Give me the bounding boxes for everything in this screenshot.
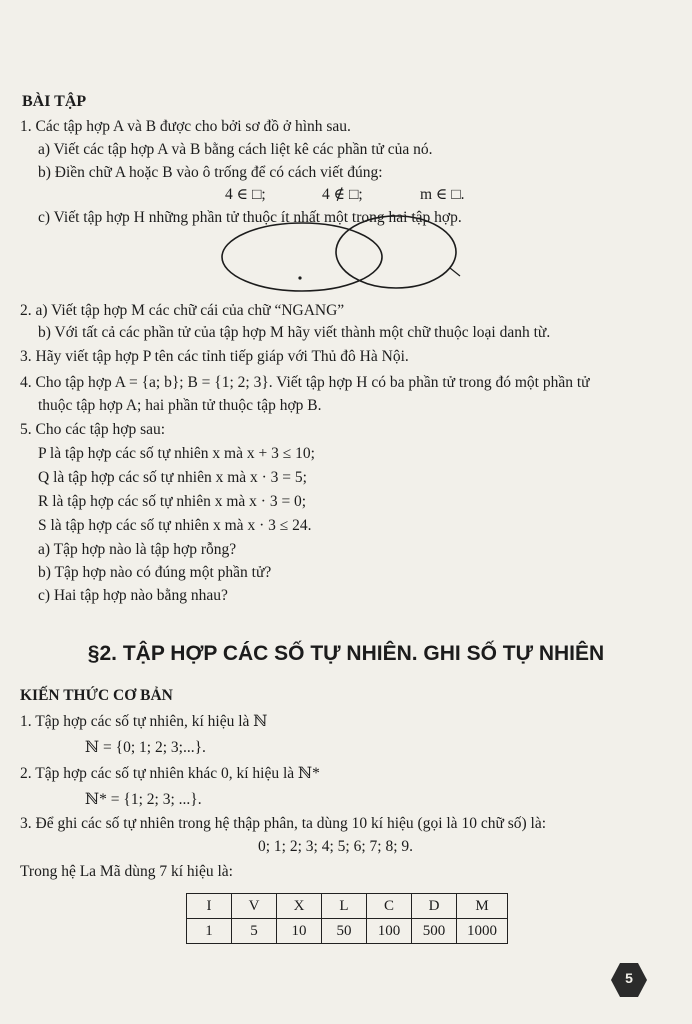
q5-a: a) Tập hợp nào là tập hợp rỗng? xyxy=(38,541,237,558)
q5-stem: 5. Cho các tập hợp sau: xyxy=(20,421,166,438)
q5-set-s: S là tập hợp các số tự nhiên x mà x · 3 ≤ 24. xyxy=(38,517,312,534)
q3: 3. Hãy viết tập hợp P tên các tỉnh tiếp giáp với Thủ đô Hà Nội. xyxy=(20,348,409,365)
q1-stem: 1. Các tập hợp A và B được cho bởi sơ đồ ở hình sau. xyxy=(20,118,351,135)
q5-set-q: Q là tập hợp các số tự nhiên x mà x · 3 = 5; xyxy=(38,469,307,486)
knowledge-2: 2. Tập hợp các số tự nhiên khác 0, kí hiệu là ℕ* xyxy=(20,765,320,782)
venn-set-b-ellipse xyxy=(336,216,456,288)
table-cell: V xyxy=(232,894,277,919)
table-cell: 500 xyxy=(412,919,457,944)
table-cell: D xyxy=(412,894,457,919)
table-cell: M xyxy=(457,894,508,919)
section-title: §2. TẬP HỢP CÁC SỐ TỰ NHIÊN. GHI SỐ TỰ NHIÊN xyxy=(87,642,605,665)
table-cell: I xyxy=(187,894,232,919)
knowledge-1: 1. Tập hợp các số tự nhiên, kí hiệu là ℕ xyxy=(20,713,268,730)
table-cell: 10 xyxy=(277,919,322,944)
venn-dot xyxy=(298,276,301,279)
knowledge-2-set: ℕ* = {1; 2; 3; ...}. xyxy=(85,791,202,808)
page-number: 5 xyxy=(625,970,633,986)
q5-b: b) Tập hợp nào có đúng một phần tử? xyxy=(38,564,272,581)
venn-b-pointer xyxy=(450,268,460,276)
section-subheading: KIẾN THỨC CƠ BẢN xyxy=(20,687,173,704)
knowledge-1-set: ℕ = {0; 1; 2; 3;...}. xyxy=(85,739,206,756)
exercise-heading: BÀI TẬP xyxy=(22,93,87,110)
roman-numeral-table xyxy=(186,893,508,944)
q5-set-p: P là tập hợp các số tự nhiên x mà x + 3 ≤ 10; xyxy=(38,445,315,462)
q1-fill-2: 4 ∉ □; xyxy=(322,186,363,203)
q4-line-2: thuộc tập hợp A; hai phần tử thuộc tập hợp B. xyxy=(38,397,322,414)
venn-set-a-ellipse xyxy=(222,223,382,291)
table-cell: C xyxy=(367,894,412,919)
table-cell: 1 xyxy=(187,919,232,944)
q2-b: b) Với tất cả các phần tử của tập hợp M hãy viết thành một chữ thuộc loại danh từ. xyxy=(38,324,551,341)
table-cell: 5 xyxy=(232,919,277,944)
q1-fill-1: 4 ∈ □; xyxy=(225,186,266,203)
table-cell: 50 xyxy=(322,919,367,944)
table-cell: X xyxy=(277,894,322,919)
knowledge-3: 3. Để ghi các số tự nhiên trong hệ thập phân, ta dùng 10 kí hiệu (gọi là 10 chữ số) là: xyxy=(20,815,547,832)
venn-diagram xyxy=(214,200,474,300)
table-row xyxy=(187,894,508,919)
q4-line-1: 4. Cho tập hợp A = {a; b}; B = {1; 2; 3}. Viết tập hợp H có ba phần tử trong đó một phần tử xyxy=(20,374,590,391)
q1-fill-3: m ∈ □. xyxy=(420,186,465,203)
q1-b: b) Điền chữ A hoặc B vào ô trống để có cách viết đúng: xyxy=(38,164,383,181)
table-cell: L xyxy=(322,894,367,919)
table-row xyxy=(187,919,508,944)
knowledge-3-digits: 0; 1; 2; 3; 4; 5; 6; 7; 8; 9. xyxy=(258,838,414,855)
q5-c: c) Hai tập hợp nào bằng nhau? xyxy=(38,587,228,604)
roman-intro: Trong hệ La Mã dùng 7 kí hiệu là: xyxy=(20,863,233,880)
q5-set-r: R là tập hợp các số tự nhiên x mà x · 3 = 0; xyxy=(38,493,307,510)
table-cell: 100 xyxy=(367,919,412,944)
q2-a: 2. a) Viết tập hợp M các chữ cái của chữ “NGANG” xyxy=(20,302,345,319)
table-cell: 1000 xyxy=(457,919,508,944)
q1-a: a) Viết các tập hợp A và B bằng cách liệt kê các phần tử của nó. xyxy=(38,141,433,158)
q1-c: c) Viết tập hợp H những phần tử thuộc ít nhất một trong hai tập hợp. xyxy=(38,209,462,226)
